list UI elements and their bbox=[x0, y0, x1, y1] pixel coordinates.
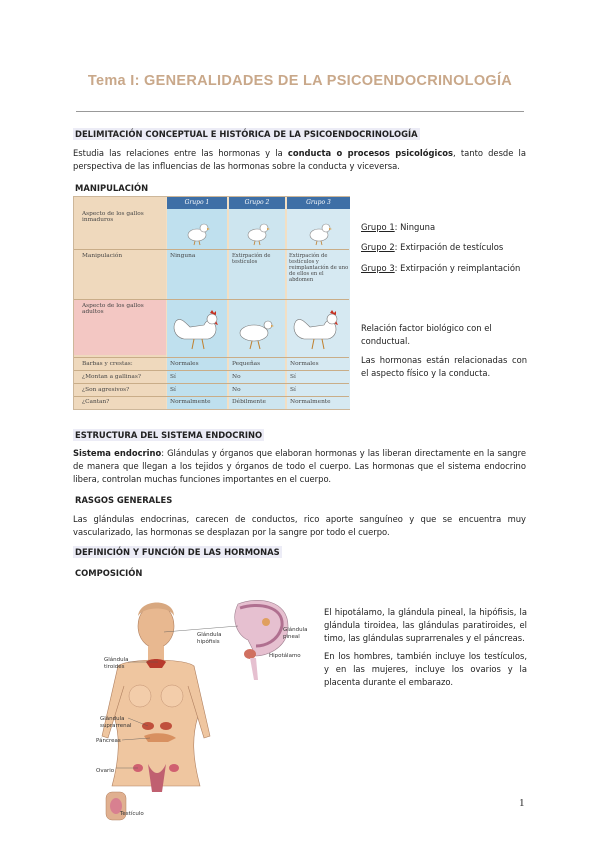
table-divider bbox=[74, 370, 349, 371]
label-testiculo: Testículo bbox=[120, 811, 144, 817]
label-pineal: Glándula pineal bbox=[283, 627, 308, 640]
composicion-heading: COMPOSICIÓN bbox=[75, 568, 143, 578]
cell-montan-g1: Sí bbox=[170, 374, 176, 380]
rasgos-paragraph: Las glándulas endocrinas, carecen de conductos, rico aporte sanguíneo y que se encuentra muy vascularizado, las hormonas se desplazan por la sangre por todo el cuerpo. bbox=[73, 514, 526, 538]
group2-note: Grupo 2: Extirpación de testículos bbox=[361, 242, 504, 252]
label-hipofisis: Glándula hipófisis bbox=[197, 632, 222, 645]
label-ovario: Ovario bbox=[96, 768, 115, 774]
table-header-group1: Grupo 1 bbox=[167, 197, 227, 209]
row-label-adultos: Aspecto de los gallos adultos bbox=[82, 303, 144, 315]
rooster-icon bbox=[170, 307, 226, 353]
cell-agresivos-g3: Sí bbox=[290, 387, 296, 393]
label-pancreas: Páncreas bbox=[96, 738, 121, 744]
title-divider bbox=[76, 111, 524, 112]
group1-note: Grupo 1: Ninguna bbox=[361, 222, 436, 232]
row-label-agresivos: ¿Son agresivos? bbox=[82, 387, 130, 393]
section-heading-estructura: ESTRUCTURA DEL SISTEMA ENDOCRINO bbox=[75, 430, 263, 440]
capon-icon bbox=[234, 315, 280, 351]
row-label-cantan: ¿Cantan? bbox=[82, 399, 110, 405]
manipulacion-heading: MANIPULACIÓN bbox=[75, 183, 149, 193]
section2-paragraph: Sistema endocrino: Glándulas y órganos que elaboran hormonas y las liberan directamente en la sangre de manera que llegan a los tejidos y órganos de todo el cuerpo. Las hormonas que el sistema endocrino libera, controlan muchas funciones importantes en el cuerpo. bbox=[73, 448, 527, 485]
cell-montan-g2: No bbox=[232, 374, 241, 380]
table-header-group2: Grupo 2 bbox=[229, 197, 285, 209]
row-label-barbas: Barbas y crestas: bbox=[82, 361, 133, 367]
cell-montan-g3: Sí bbox=[290, 374, 296, 380]
rasgos-heading: RASGOS GENERALES bbox=[75, 495, 173, 505]
table-divider bbox=[74, 299, 349, 300]
group3-note: Grupo 3: Extirpación y reimplantación bbox=[361, 263, 521, 273]
label-tiroides: Glándula tiroides bbox=[104, 657, 129, 670]
cell-manip-group1: Ninguna bbox=[170, 253, 196, 259]
cell-manip-group2: Extirpación de testículos bbox=[232, 253, 271, 265]
chick-icon bbox=[304, 217, 334, 247]
section-heading-definicion: DEFINICIÓN Y FUNCIÓN DE LAS HORMONAS bbox=[75, 547, 280, 557]
composicion-paragraph-1: El hipotálamo, la glándula pineal, la hipófisis, la glándula tiroidea, las glándulas paratiroides, el timo, las glándulas suprarrenales y el páncreas. bbox=[324, 607, 527, 643]
label-suprarrenal: Glándula suprarrenal bbox=[100, 716, 132, 729]
cell-barbas-g2: Pequeñas bbox=[232, 361, 261, 367]
section1-paragraph: Estudia las relaciones entre las hormonas y la conducta o procesos psicológicos, tanto desde la perspectiva de las influencias de las hormonas sobre la conducta y viceversa. bbox=[73, 148, 526, 172]
hormones-note: Las hormonas están relacionadas con el aspecto físico y la conducta. bbox=[361, 355, 527, 378]
cell-barbas-g3: Normales bbox=[290, 361, 319, 367]
row-label-inmaduros: Aspecto de los gallos inmaduros bbox=[82, 211, 144, 223]
table-divider bbox=[74, 383, 349, 384]
page-title: Tema I: GENERALIDADES DE LA PSICOENDOCRINOLOGÍA bbox=[87, 73, 513, 89]
cell-cantan-g2: Débilmente bbox=[232, 399, 266, 405]
cell-cantan-g1: Normalmente bbox=[170, 399, 211, 405]
row-label-montan: ¿Montan a gallinas? bbox=[82, 374, 141, 380]
cell-agresivos-g2: No bbox=[232, 387, 241, 393]
chick-icon bbox=[182, 217, 212, 247]
table-header-group3: Grupo 3 bbox=[287, 197, 350, 209]
table-divider bbox=[74, 357, 349, 358]
composicion-paragraph-2: En los hombres, también incluye los testículos, y en las mujeres, incluye los ovarios y la placenta durante el embarazo. bbox=[324, 651, 527, 687]
cell-barbas-g1: Normales bbox=[170, 361, 199, 367]
relation-note: Relación factor biológico con el conductual. bbox=[361, 323, 492, 346]
table-divider bbox=[74, 249, 349, 250]
row-label-manipulacion: Manipulación bbox=[82, 253, 123, 259]
rooster-experiment-table bbox=[73, 196, 350, 410]
rooster-icon bbox=[290, 307, 346, 353]
page-number: 1 bbox=[519, 797, 525, 809]
cell-manip-group3: Extirpación de testículos y reimplantación de uno de ellos en el abdomen bbox=[289, 253, 349, 283]
cell-agresivos-g1: Sí bbox=[170, 387, 176, 393]
chick-icon bbox=[242, 217, 272, 247]
table-divider bbox=[74, 396, 349, 397]
section-heading-delimitacion: DELIMITACIÓN CONCEPTUAL E HISTÓRICA DE LA PSICOENDOCRINOLOGÍA bbox=[75, 129, 418, 139]
cell-cantan-g3: Normalmente bbox=[290, 399, 331, 405]
label-hipotalamo: Hipotálamo bbox=[269, 653, 301, 659]
